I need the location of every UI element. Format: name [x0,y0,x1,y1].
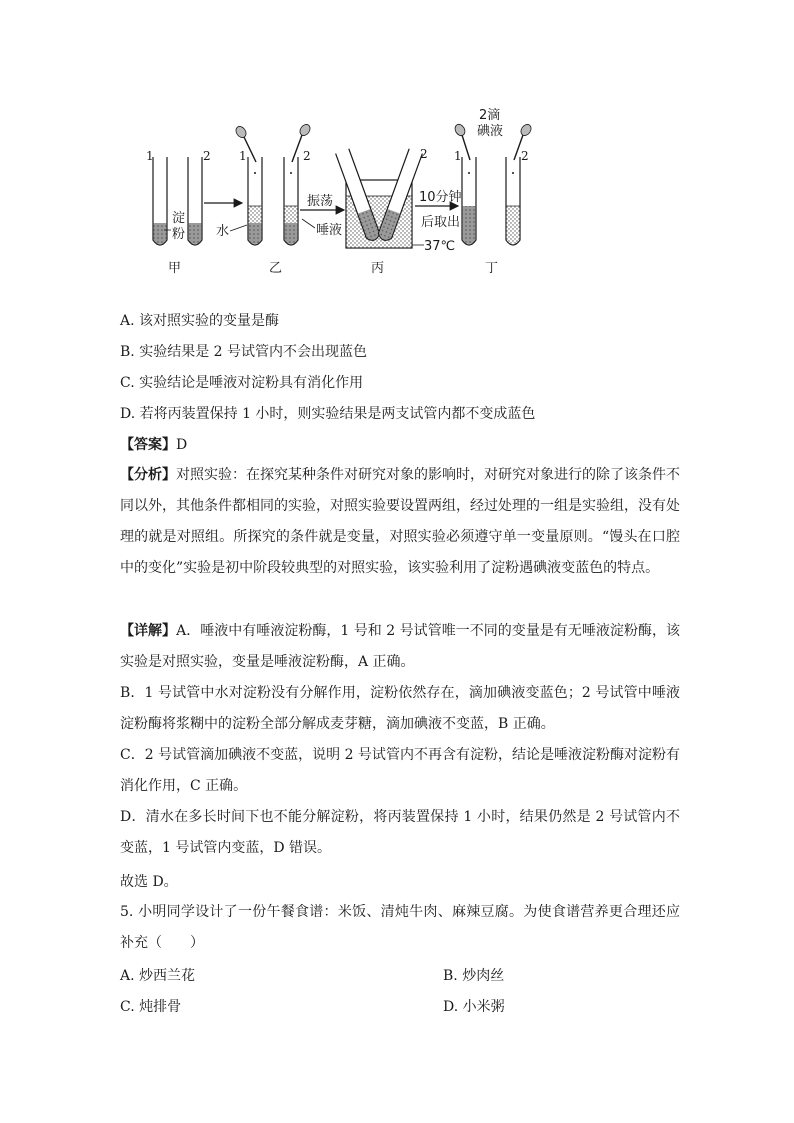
time-label-1: 10分钟 [419,190,462,205]
stage-ding [453,108,533,276]
option-d: D. 若将丙装置保持 1 小时，则实验结果是两支试管内都不变成蓝色 [120,406,536,422]
tube-2-label: 2 [420,147,428,161]
q5-option-d: D. 小米粥 [443,999,505,1015]
starch-label-1: 淀 [172,211,186,226]
stage-bing [336,147,456,276]
saliva-label: 唾液 [316,223,343,238]
shake-label: 振荡 [307,194,334,209]
detail-a [120,616,680,678]
detail-b: B．1 号试管中水对淀粉没有分解作用，淀粉依然存在，滴加碘液变蓝色；2 号试管中唾液淀粉酶将浆糊中的淀粉全部分解成麦芽糖，滴加碘液不变蓝，B 正确。 [120,685,680,732]
water-label: 水 [216,224,230,239]
starch-label-2: 粉 [172,227,186,242]
option-b: B. 实验结果是 2 号试管内不会出现蓝色 [120,344,367,360]
iodine-label-2: 碘液 [477,124,504,139]
option-a: A. 该对照实验的变量是酶 [120,313,280,329]
analysis-paragraph [120,460,680,584]
detail-c: C．2 号试管滴加碘液不变蓝，说明 2 号试管内不再含有淀粉，结论是唾液淀粉酶对淀粉有消化作用，C 正确。 [120,747,680,794]
tube-2-label: 2 [521,149,529,163]
q5-option-a: A. 炒西兰花 [120,968,196,984]
q5-option-b: B. 炒肉丝 [443,968,505,984]
detail-d: D．清水在多长时间下也不能分解淀粉，将丙装置保持 1 小时，结果仍然是 2 号试管内不变蓝，1 号试管内变蓝，D 错误。 [120,809,680,856]
stage-label-bing: 丙 [371,261,385,276]
time-label-2: 后取出 [421,215,461,230]
stage-label-jia: 甲 [168,261,182,276]
stage-jia [146,149,211,276]
answer-line [120,435,187,455]
tube-1-label: 1 [146,149,154,163]
option-c: C. 实验结论是唾液对淀粉具有消化作用 [120,375,364,391]
tube-1-label: 1 [454,149,462,163]
stage-yi [234,123,312,276]
choose-line: 故选 D。 [120,874,178,890]
detail-a-text: A．唾液中有唾液淀粉酶，1 号和 2 号试管唯一不同的变量是有无唾液淀粉酶，该实验是对照实验，变量是唾液淀粉酶，A 正确。 [120,623,680,670]
stage-label-yi: 乙 [269,261,283,276]
temp-label: 37℃ [424,239,456,254]
analysis-label: 【分析】 [120,467,176,483]
analysis-text: 对照实验：在探究某种条件对研究对象的影响时，对研究对象进行的除了该条件不同以外，其他条件都相同的实验，对照实验要设置两组，经过处理的一组是实验组，没有处理的就是对照组。所探究的条件就是变量，对照实验必须遵守单一变量原则。“馒头在口腔中的变化”实验是初中阶段较典型的对照实验，该实验利用了淀粉遇碘液变蓝色的特点。 [120,467,680,576]
tube-2-label: 2 [203,149,211,163]
answer-value: D [176,437,188,453]
q5-option-c: C. 炖排骨 [120,999,182,1015]
tube-1-label: 1 [239,149,247,163]
detail-label: 【详解】 [120,623,177,639]
tube-2-label: 2 [303,149,311,163]
question-5-stem: 5. 小明同学设计了一份午餐食谱：米饭、清炖牛肉、麻辣豆腐。为使食谱营养更合理还应补充（ ） [120,904,680,951]
iodine-label-1: 2滴 [479,108,501,123]
stage-label-ding: 丁 [485,261,499,276]
answer-label: 【答案】 [120,437,176,453]
experiment-figure [140,100,540,285]
